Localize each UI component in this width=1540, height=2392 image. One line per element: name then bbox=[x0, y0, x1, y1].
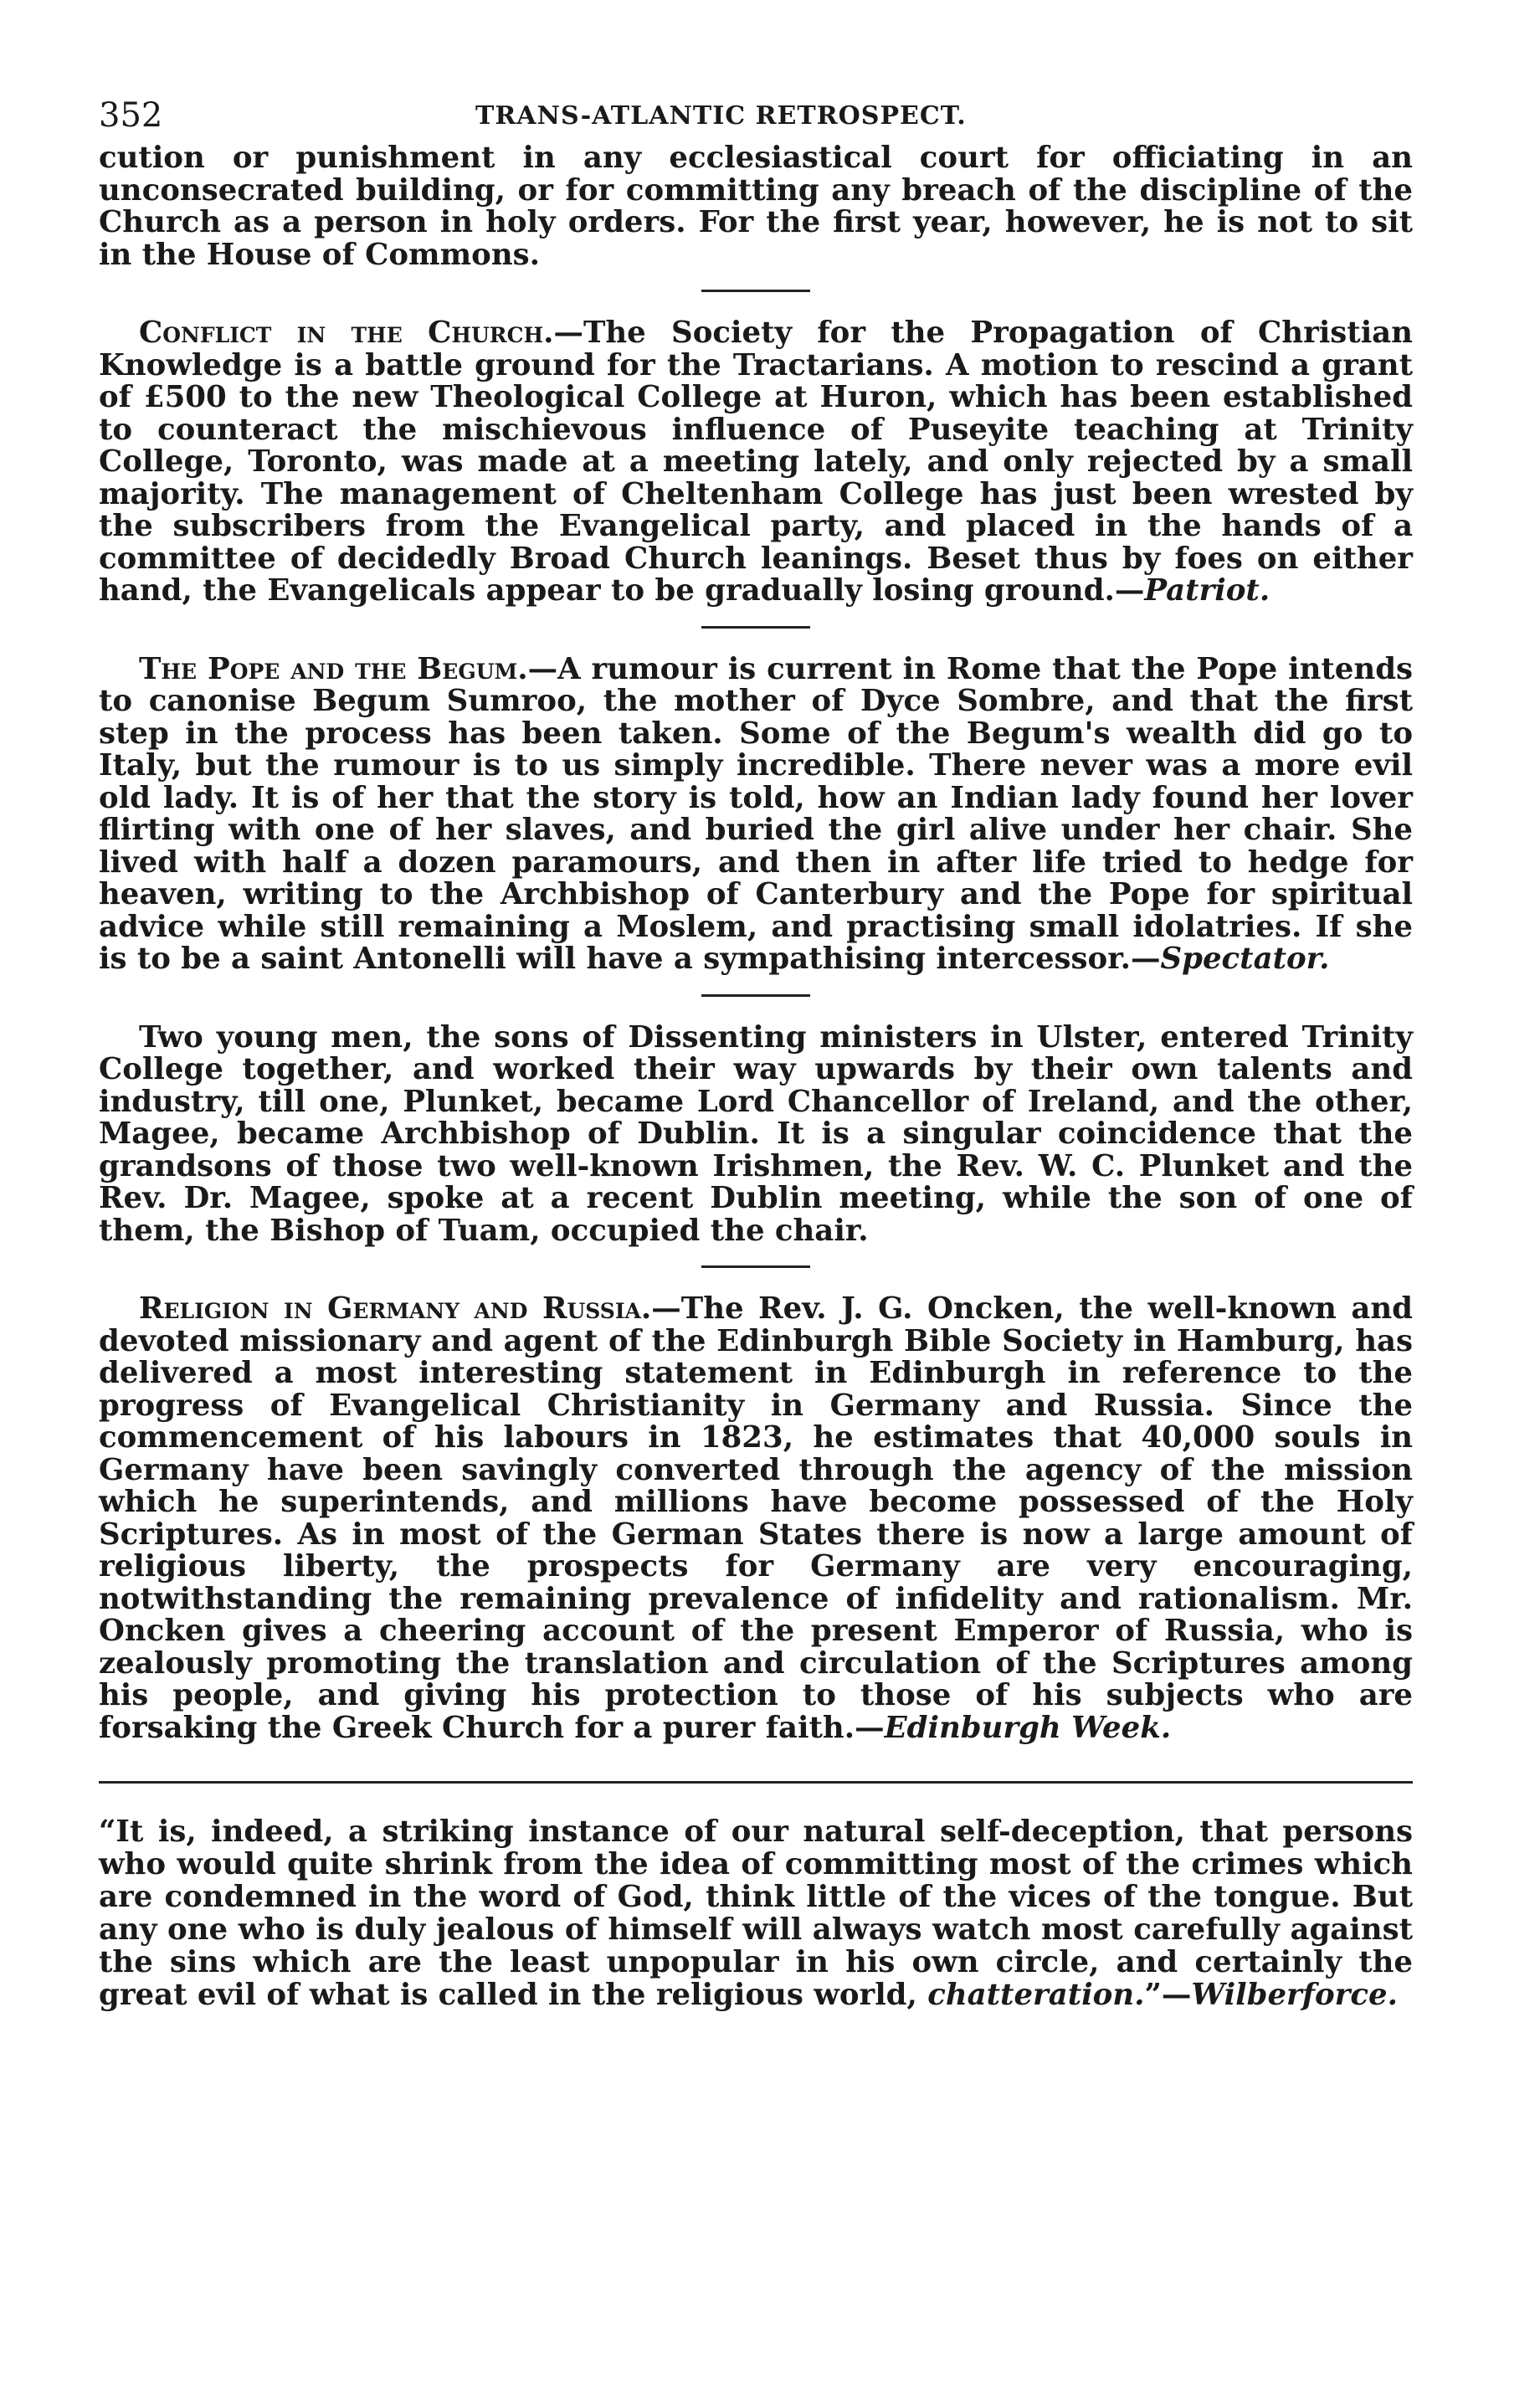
article-body: —A rumour is current in Rome that the Pope intends to canonise Begum Sumroo, the mother of Dyce Sombre, and that the first step in the process has been taken. Some of the Begum's wealth did go to Italy, but the rumour is to us simply incredible. There never was a more evil old lady. It is of her that the story is told, how an Indian lady found her lover flirting with one of her slaves, and buried the girl alive under her chair. She lived with half a dozen paramours, and then in after life tried to hedge for heaven, writing to the Archbishop of Canterbury and the Pope for spiritual advice while still remaining a Moslem, and practising small idolatries. If she is to be a saint Antonelli will have a sympathising intercessor.— bbox=[99, 651, 1414, 976]
continuation-text: cution or punishment in any ecclesiastical court for officiating in an unconsecrated building, or for committing any breach of the discipline of the Church as a person in holy orders. For the first year, however, he is not to sit in the House of Commons. bbox=[99, 141, 1413, 272]
article-source: Edinburgh Week. bbox=[884, 1710, 1172, 1745]
full-width-rule bbox=[99, 1781, 1413, 1784]
section-divider bbox=[701, 626, 810, 629]
article-source: Patriot. bbox=[1144, 573, 1270, 608]
running-title: TRANS-ATLANTIC RETROSPECT. bbox=[475, 101, 967, 131]
closing-quotation bbox=[99, 1815, 1413, 2011]
section-divider bbox=[701, 290, 810, 292]
quotation-closing: ”— bbox=[1144, 1978, 1192, 2012]
article-heading: The Pope and the Begum. bbox=[139, 651, 528, 686]
quotation-emphasis: chatteration. bbox=[927, 1978, 1145, 2012]
article-religion-germany-russia bbox=[99, 1293, 1413, 1744]
article-body: —The Rev. J. G. Oncken, the well-known and devoted missionary and agent of the Edinburgh Bible Society in Hamburg, has delivered a most interesting statement in Edinburgh in reference to the progress of Evangelical Christianity in Germany and Russia. Since the commencement of his labours in 1823, he estimates that 40,000 souls in Germany have been savingly converted through the agency of the mission which he superintends, and millions have become possessed of the Holy Scriptures. As in most of the German States there is now a large amount of religious liberty, the prospects for Germany are very encouraging, notwithstanding the remaining prevalence of infidelity and rationalism. Mr. Oncken gives a cheering account of the present Emperor of Russia, who is zealously promoting the translation and circulation of the Scriptures among his people, and giving his protection to those of his subjects who are forsaking the Greek Church for a purer faith.— bbox=[99, 1291, 1413, 1745]
article-conflict-in-the-church bbox=[99, 317, 1413, 608]
article-pope-and-begum bbox=[99, 651, 1414, 976]
article-heading: Conflict in the Church. bbox=[139, 316, 554, 350]
quotation-body: “It is, indeed, a striking instance of our natural self-deception, that persons who would quite shrink from the idea of committing most of the crimes which are condemned in the word of God, think little of the vices of the tongue. But any one who is duly jealous of himself will always watch most carefully against the sins which are the least unpopular in his own circle, and certainly the great evil of what is called in the religious world, bbox=[99, 1815, 1413, 2012]
section-divider bbox=[701, 1265, 810, 1268]
quotation-source: Wilberforce. bbox=[1191, 1978, 1398, 2012]
page-number: 352 bbox=[99, 96, 163, 135]
article-heading: Religion in Germany and Russia. bbox=[139, 1291, 652, 1326]
section-divider bbox=[701, 994, 810, 997]
page bbox=[99, 92, 1413, 2011]
page-header bbox=[99, 92, 1413, 142]
article-body: Two young men, the sons of Dissenting ministers in Ulster, entered Trinity College together, and worked their way upwards by their own talents and industry, till one, Plunket, became Lord Chancellor of Ireland, and the other, Magee, became Archbishop of Dublin. It is a singular coincidence that the grandsons of those two well-known Irishmen, the Rev. W. C. Plunket and the Rev. Dr. Magee, spoke at a recent Dublin meeting, while the son of one of them, the Bishop of Tuam, occupied the chair. bbox=[99, 1019, 1413, 1248]
continuation-paragraph bbox=[99, 142, 1413, 271]
article-source: Spectator. bbox=[1160, 942, 1330, 976]
article-body: —The Society for the Propagation of Christian Knowledge is a battle ground for the Tractarians. A motion to rescind a grant of £500 to the new Theological College at Huron, which has been established to counteract the mischievous influence of Puseyite teaching at Trinity College, Toronto, was made at a meeting lately, and only rejected by a small majority. The management of Cheltenham College has just been wrested by the subscribers from the Evangelical party, and placed in the hands of a committee of decidedly Broad Church leanings. Beset thus by foes on either hand, the Evangelicals appear to be gradually losing ground.— bbox=[99, 316, 1413, 608]
article-ulster-ministers-sons bbox=[99, 1019, 1413, 1248]
